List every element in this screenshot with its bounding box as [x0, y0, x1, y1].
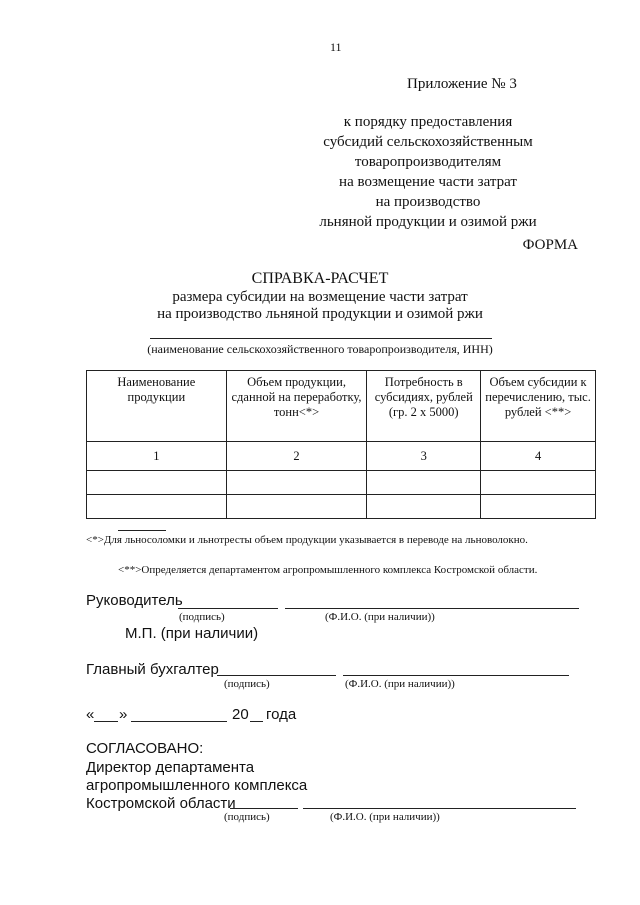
table-cell — [87, 471, 227, 495]
footnote: <*>Для льносоломки и льнотресты объем продукции указывается в переводе на льноволокно. — [86, 534, 528, 546]
table-row — [87, 471, 596, 495]
column-number: 2 — [226, 442, 367, 471]
signature-caption: (подпись) — [224, 811, 270, 823]
head-signature-line — [178, 608, 278, 609]
date-day-line — [94, 721, 118, 722]
form-label: ФОРМА — [522, 237, 578, 253]
signature-caption: (подпись) — [179, 611, 225, 623]
date-year-suffix: года — [266, 706, 297, 723]
agreed-label: СОГЛАСОВАНО: — [86, 740, 204, 757]
table-cell — [87, 495, 227, 519]
director-line: агропромышленного комплекса — [86, 777, 308, 794]
document-subtitle: размера субсидии на возмещение части затрат — [172, 289, 468, 305]
director-signature-line — [230, 808, 298, 809]
table-row — [87, 442, 596, 471]
fio-caption: (Ф.И.О. (при наличии)) — [330, 811, 440, 823]
accountant-signature-line — [217, 675, 336, 676]
table-row — [87, 495, 596, 519]
signature-caption: (подпись) — [224, 678, 270, 690]
table-header: Наименование продукции — [87, 371, 227, 442]
date-close-quote: » — [119, 706, 128, 723]
date-year-prefix: 20 — [232, 706, 249, 723]
column-number: 3 — [367, 442, 481, 471]
page-number: 11 — [330, 40, 342, 54]
column-number: 4 — [481, 442, 596, 471]
accountant-fio-line — [343, 675, 569, 676]
director-fio-line — [303, 808, 576, 809]
table-header: Объем субсидии к перечислению, тыс. рублей <**> — [481, 371, 596, 442]
appendix-line: субсидий сельскохозяйственным — [323, 134, 533, 150]
appendix-line: к порядку предоставления — [343, 114, 513, 130]
table-cell — [226, 495, 367, 519]
head-fio-line — [285, 608, 579, 609]
director-line: Директор департамента — [86, 759, 255, 776]
table-cell — [367, 495, 481, 519]
head-label: Руководитель — [86, 592, 183, 609]
stamp-label: М.П. (при наличии) — [125, 625, 259, 642]
table-cell — [367, 471, 481, 495]
producer-name-caption: (наименование сельскохозяйственного товаропроизводителя, ИНН) — [147, 342, 493, 356]
column-number: 1 — [87, 442, 227, 471]
calculation-table — [86, 370, 596, 519]
table-header: Потребность в субсидиях, рублей (гр. 2 х 5000) — [367, 371, 481, 442]
appendix-line: на возмещение части затрат — [339, 174, 517, 190]
document-title: СПРАВКА-РАСЧЕТ — [251, 270, 389, 287]
fio-caption: (Ф.И.О. (при наличии)) — [325, 611, 435, 623]
appendix-line: льняной продукции и озимой ржи — [319, 214, 537, 230]
fio-caption: (Ф.И.О. (при наличии)) — [345, 678, 455, 690]
document-subtitle: на производство льняной продукции и озимой ржи — [157, 306, 483, 322]
date-year-line — [250, 721, 263, 722]
producer-name-line — [150, 338, 492, 339]
date-open-quote: « — [86, 706, 95, 723]
footnote: <**>Определяется департаментом агропромышленного комплекса Костромской области. — [118, 564, 538, 576]
table-cell — [226, 471, 367, 495]
table-header-row — [87, 371, 596, 442]
table-cell — [481, 471, 596, 495]
accountant-label: Главный бухгалтер — [86, 661, 219, 678]
table-cell — [481, 495, 596, 519]
appendix-line: на производство — [375, 194, 481, 210]
director-line: Костромской области — [86, 795, 236, 812]
footnote-separator — [118, 530, 166, 531]
table-header: Объем продукции, сданной на переработку, тонн<*> — [226, 371, 367, 442]
appendix-line: товаропроизводителям — [354, 154, 502, 170]
appendix-title: Приложение № 3 — [407, 76, 517, 92]
date-month-line — [131, 721, 227, 722]
